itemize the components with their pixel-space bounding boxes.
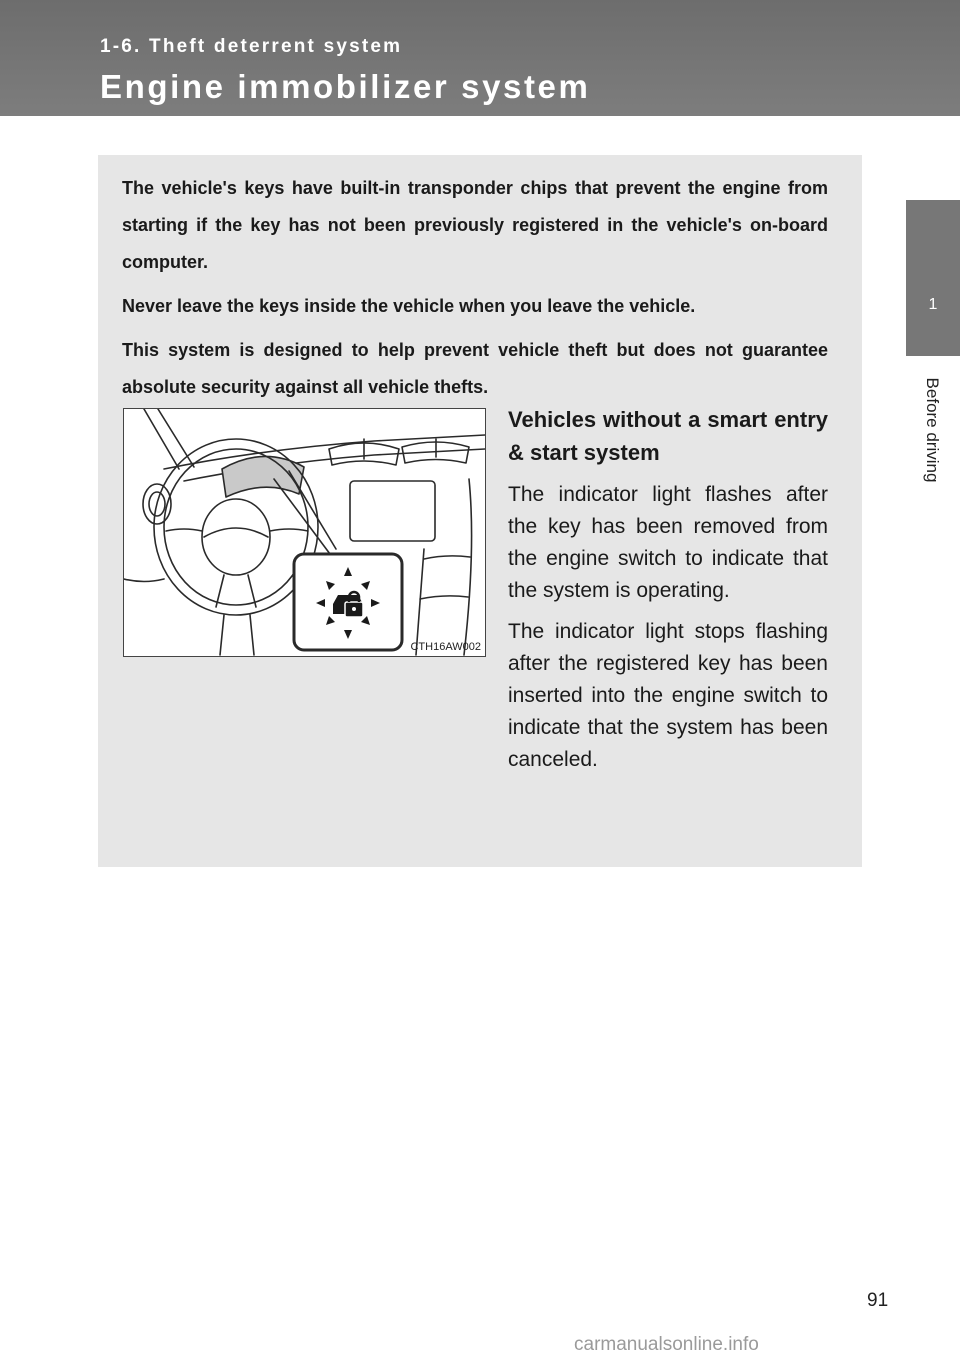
section-label: 1-6. Theft deterrent system	[100, 36, 403, 57]
intro-paragraph-2: Never leave the keys inside the vehicle when you leave the vehicle.	[122, 296, 696, 316]
intro-text	[122, 170, 828, 413]
info-box	[98, 155, 862, 867]
intro-paragraph-1: The vehicle's keys have built-in transponder chips that prevent the engine from starting if the key has not been previously registered in the vehicle's on-board computer.	[122, 178, 828, 272]
chapter-tab-number: 1	[928, 296, 938, 313]
subsection	[508, 403, 828, 785]
page-number: 91	[867, 1290, 889, 1311]
intro-paragraph-3: This system is designed to help prevent vehicle theft but does not guarantee absolute security against all vehicle thefts.	[122, 340, 828, 397]
dashboard-drawing	[124, 409, 485, 656]
subsection-paragraph-2: The indicator light stops flashing after the registered key has been inserted into the engine switch to indicate that the system has been canceled.	[508, 620, 828, 771]
subsection-heading: Vehicles without a smart entry & start system	[508, 407, 828, 465]
chapter-tab[interactable]	[906, 200, 960, 356]
page-title: Engine immobilizer system	[100, 68, 591, 105]
footer-watermark[interactable]: carmanualsonline.info	[574, 1334, 759, 1355]
subsection-paragraph-1: The indicator light flashes after the key has been removed from the engine switch to indicate that the system is operating.	[508, 483, 828, 602]
page-header	[0, 0, 960, 116]
dashboard-illustration	[123, 408, 486, 657]
figure-code: CTH16AW002	[410, 641, 481, 653]
chapter-tab-label: Before driving	[923, 377, 942, 483]
